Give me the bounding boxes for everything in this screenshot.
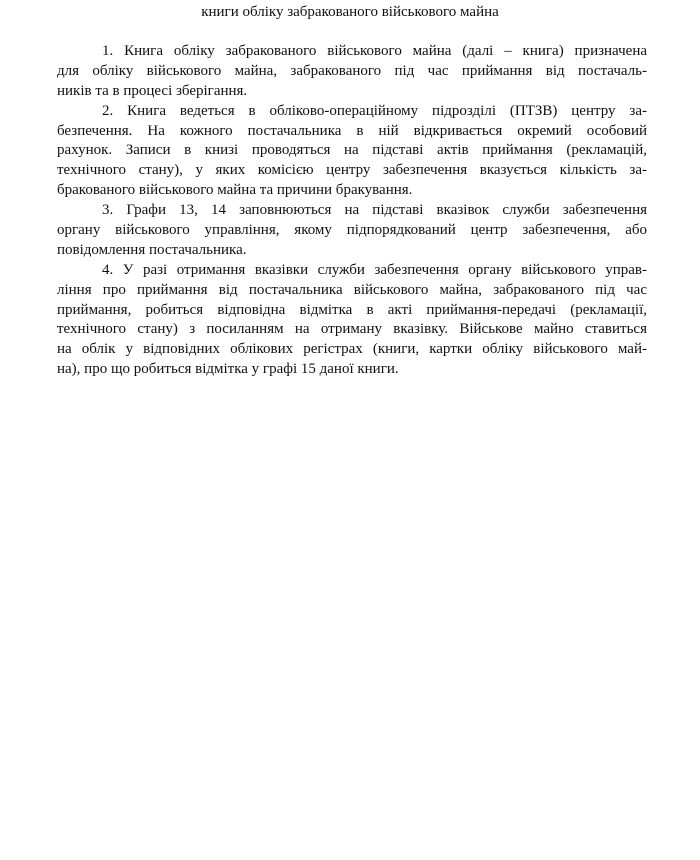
paragraph-3	[57, 201, 647, 261]
paragraph-line: технічного стану), у яких комісією центру забезпечення вказується кількість за-	[57, 162, 647, 179]
paragraph-line: бракованого військового майна та причини бракування.	[57, 182, 413, 199]
paragraph-line: технічного стану) з посиланням на отриману вказівку. Військове майно ставиться	[57, 321, 647, 338]
paragraph-line: 2. Книга ведеться в обліково-операційному підрозділі (ПТЗВ) центру за-	[102, 102, 647, 119]
paragraph-line: ління про приймання від постачальника військового майна, забракованого під час	[57, 281, 647, 298]
paragraph-line: приймання, робиться відповідна відмітка в акті приймання-передачі (рекламації,	[57, 301, 647, 318]
paragraph-line: безпечення. На кожного постачальника в ній відкривається окремий особовий	[57, 122, 647, 139]
paragraph-4	[57, 261, 647, 380]
document-body	[57, 42, 647, 380]
paragraph-line: рахунок. Записи в книзі проводяться на підставі актів приймання (рекламацій,	[57, 142, 647, 159]
paragraph-1	[57, 42, 647, 102]
paragraph-2	[57, 102, 647, 201]
paragraph-line: на), про що робиться відмітка у графі 15 даної книги.	[57, 361, 399, 378]
paragraph-line: на облік у відповідних облікових регістрах (книги, картки обліку військового май-	[57, 341, 647, 358]
paragraph-line: органу військового управління, якому підпорядкований центр забезпечення, або	[57, 222, 647, 239]
paragraph-line: 4. У разі отримання вказівки служби забезпечення органу військового управ-	[102, 261, 647, 278]
document-heading: книги обліку забракованого військового майна	[201, 4, 499, 20]
paragraph-line: 1. Книга обліку забракованого військового майна (далі – книга) призначена	[102, 43, 647, 59]
paragraph-line: 3. Графи 13, 14 заповнюються на підставі вказівок служби забезпечення	[102, 202, 647, 219]
paragraph-line: для обліку військового майна, забракованого під час приймання від постачаль-	[57, 62, 647, 79]
paragraph-line: повідомлення постачальника.	[57, 241, 247, 258]
paragraph-line: ників та в процесі зберігання.	[57, 82, 248, 99]
